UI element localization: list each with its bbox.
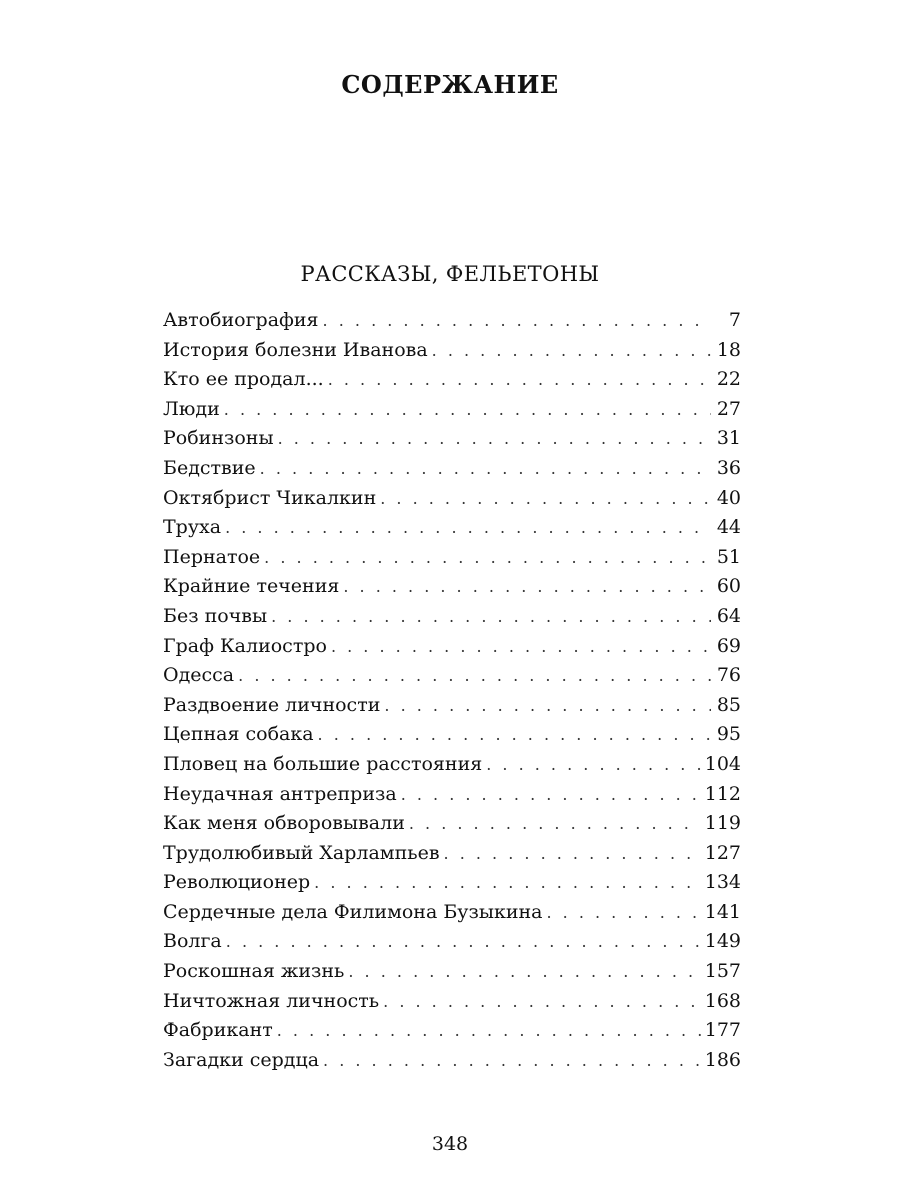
toc-entry (163, 987, 741, 1017)
toc-entry-title: Трудолюбивый Харлампьев (163, 841, 440, 864)
toc-entry-page: 44 (716, 516, 741, 539)
toc-entry-title: История болезни Иванова (163, 338, 428, 361)
toc-entry-page: 112 (704, 782, 741, 805)
dot-leader (238, 661, 711, 691)
toc-entry (163, 395, 741, 425)
toc-entry-title: Как меня обворовывали (163, 812, 405, 835)
toc-entry-page: 51 (716, 545, 741, 568)
toc-entry-title: Загадки сердца (163, 1048, 320, 1071)
toc-entry (163, 513, 741, 543)
toc-entry-page: 64 (716, 604, 741, 627)
dot-leader (328, 365, 711, 395)
dot-leader (383, 987, 701, 1017)
toc-entry-page: 95 (716, 723, 741, 746)
toc-entry (163, 809, 741, 839)
toc-entry-page: 177 (704, 1019, 741, 1042)
toc-entry-title: Крайние течения (163, 575, 340, 598)
toc-entry-page: 119 (704, 812, 741, 835)
toc-entry-page: 85 (716, 693, 741, 716)
toc-entry-title: Роскошная жизнь (163, 960, 345, 983)
toc-entry-title: Без почвы (163, 604, 268, 627)
toc-entry-title: Одесса (163, 664, 235, 687)
toc-entry-page: 157 (704, 960, 741, 983)
toc-entry (163, 720, 741, 750)
section-heading: РАССКАЗЫ, ФЕЛЬЕТОНЫ (300, 262, 600, 286)
dot-leader (323, 306, 711, 336)
toc-entry-page: 22 (716, 368, 741, 391)
toc-entry (163, 927, 741, 957)
toc-entry-title: Граф Калиостро (163, 634, 327, 657)
toc-entry (163, 572, 741, 602)
dot-leader (278, 424, 711, 454)
dot-leader (348, 957, 700, 987)
toc-entry-title: Неудачная антреприза (163, 782, 397, 805)
dot-leader (225, 513, 711, 543)
toc-entry (163, 661, 741, 691)
toc-entry-title: Пернатое (163, 545, 261, 568)
toc-entry-page: 31 (716, 427, 741, 450)
toc-entry-page: 104 (704, 752, 741, 775)
toc-entry-title: Раздвоение личности (163, 693, 381, 716)
dot-leader (264, 543, 711, 573)
toc-entry-title: Фабрикант (163, 1019, 273, 1042)
toc-entry-page: 76 (716, 664, 741, 687)
toc-entry-page: 127 (704, 841, 741, 864)
toc-entry (163, 750, 741, 780)
toc-entry-title: Автобиография (163, 309, 319, 331)
toc-entry-title: Бедствие (163, 456, 256, 479)
toc-entry-title: Октябрист Чикалкин (163, 486, 377, 509)
toc-entry-page: 134 (704, 871, 741, 894)
toc-entry (163, 957, 741, 987)
page-title: СОДЕРЖАНИЕ (341, 70, 559, 99)
toc-entry-title: Пловец на большие расстояния (163, 752, 483, 775)
toc-entry (163, 306, 741, 336)
dot-leader (271, 602, 711, 632)
toc-entry (163, 1046, 741, 1076)
toc-entry-title: Сердечные дела Филимона Бузыкина (163, 900, 543, 923)
toc-entry-page: 141 (704, 900, 741, 923)
dot-leader (486, 750, 701, 780)
toc-entry (163, 898, 741, 928)
dot-leader (277, 1016, 701, 1046)
dot-leader (444, 839, 701, 869)
table-of-contents (163, 306, 741, 1075)
toc-entry-title: Кто ее продал... (163, 368, 324, 391)
toc-entry-title: Робинзоны (163, 427, 274, 450)
toc-entry-page: 60 (716, 575, 741, 598)
toc-entry-title: Волга (163, 930, 222, 953)
toc-entry (163, 602, 741, 632)
toc-entry-page: 69 (716, 634, 741, 657)
toc-entry (163, 691, 741, 721)
toc-entry-title: Революционер (163, 871, 311, 894)
dot-leader (224, 395, 711, 425)
toc-entry-page: 7 (728, 309, 741, 331)
toc-entry-page: 40 (716, 486, 741, 509)
toc-entry (163, 484, 741, 514)
toc-entry (163, 454, 741, 484)
toc-entry-title: Цепная собака (163, 723, 314, 746)
toc-entry (163, 868, 741, 898)
dot-leader (409, 809, 701, 839)
toc-entry-page: 149 (704, 930, 741, 953)
toc-entry-page: 27 (716, 397, 741, 420)
toc-entry-title: Ничтожная личность (163, 989, 380, 1012)
dot-leader (323, 1046, 701, 1076)
toc-entry (163, 336, 741, 366)
toc-entry-title: Труха (163, 516, 222, 539)
dot-leader (432, 336, 711, 366)
dot-leader (318, 720, 711, 750)
dot-leader (343, 572, 711, 602)
toc-entry-title: Люди (163, 397, 220, 420)
toc-entry-page: 168 (704, 989, 741, 1012)
toc-entry (163, 632, 741, 662)
toc-entry (163, 424, 741, 454)
dot-leader (331, 632, 711, 662)
dot-leader (384, 691, 711, 721)
dot-leader (314, 868, 701, 898)
dot-leader (260, 454, 711, 484)
toc-entry (163, 780, 741, 810)
toc-entry (163, 839, 741, 869)
dot-leader (546, 898, 700, 928)
toc-entry (163, 1016, 741, 1046)
toc-entry (163, 365, 741, 395)
dot-leader (401, 780, 701, 810)
page-number: 348 (431, 1133, 469, 1155)
toc-entry (163, 543, 741, 573)
dot-leader (226, 927, 701, 957)
dot-leader (380, 484, 711, 514)
toc-entry-page: 36 (716, 456, 741, 479)
toc-entry-page: 18 (716, 338, 741, 361)
toc-entry-page: 186 (704, 1048, 741, 1071)
